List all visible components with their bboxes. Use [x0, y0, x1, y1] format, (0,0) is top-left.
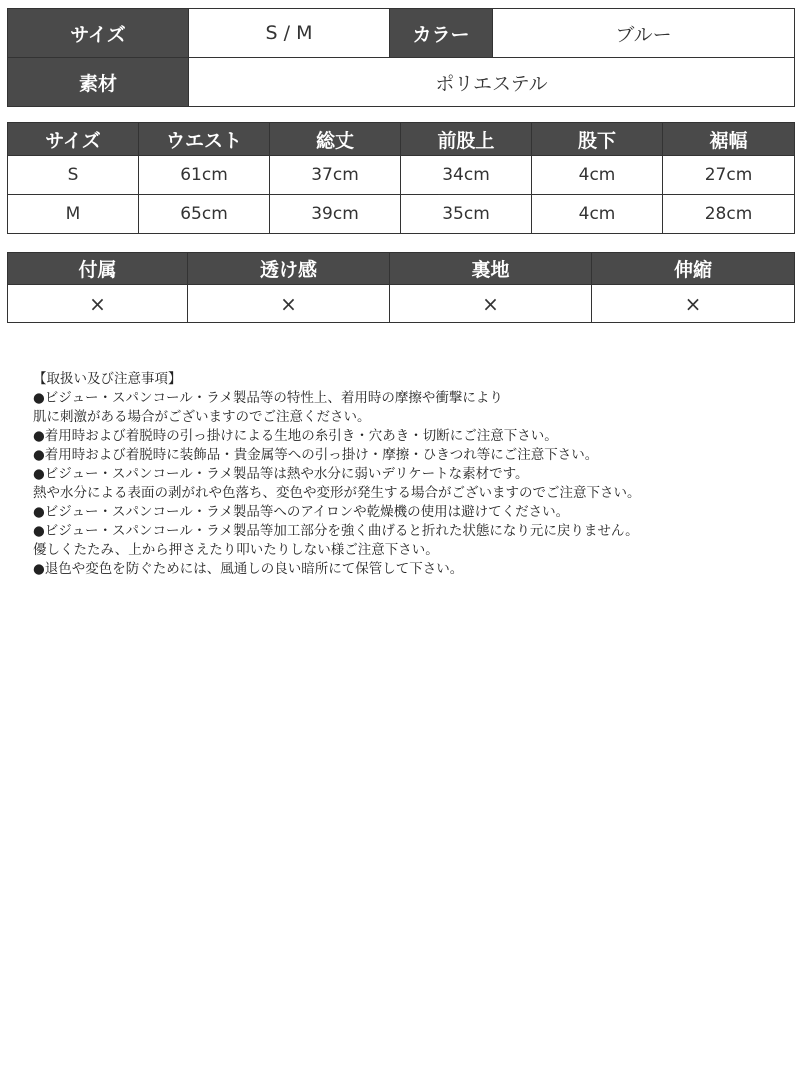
lining-value: × [390, 285, 592, 323]
care-note-line: ●着用時および着脱時に装飾品・貴金属等への引っ掛け・摩擦・ひきつれ等にご注意下さい。 [33, 447, 599, 463]
care-notes [33, 370, 793, 579]
inseam-cell: 4cm [532, 156, 663, 195]
stretch-value: × [592, 285, 795, 323]
waist-cell: 61cm [139, 156, 270, 195]
front-rise-cell: 35cm [401, 195, 532, 234]
total-length-cell: 37cm [270, 156, 401, 195]
size-chart-row-m [8, 195, 795, 234]
size-cell: M [8, 195, 139, 234]
size-chart-header-front-rise: 前股上 [401, 123, 532, 156]
care-note-line: ●着用時および着脱時の引っ掛けによる生地の糸引き・穴あき・切断にご注意下さい。 [33, 428, 558, 444]
care-note-line: ●ビジュー・スパンコール・ラメ製品等は熱や水分に弱いデリケートな素材です。 [33, 466, 529, 482]
features-header-accessories: 付属 [8, 253, 188, 285]
color-value: ブルー [493, 9, 795, 58]
size-chart-header-size: サイズ [8, 123, 139, 156]
features-header-stretch: 伸縮 [592, 253, 795, 285]
size-cell: S [8, 156, 139, 195]
front-rise-cell: 34cm [401, 156, 532, 195]
care-note-line: ●退色や変色を防ぐためには、風通しの良い暗所にて保管して下さい。 [33, 561, 464, 577]
color-label: カラー [390, 9, 493, 58]
waist-cell: 65cm [139, 195, 270, 234]
features-values-row [8, 285, 795, 323]
care-note-line: ●ビジュー・スパンコール・ラメ製品等の特性上、着用時の摩擦や衝撃により [33, 390, 503, 406]
size-chart-header-inseam: 股下 [532, 123, 663, 156]
features-table [7, 252, 795, 323]
care-note-line: 熱や水分による表面の剥がれや色落ち、変色や変形が発生する場合がございますのでご注意下さい。 [33, 485, 641, 501]
size-value: S / M [189, 9, 390, 58]
features-header-lining: 裏地 [390, 253, 592, 285]
care-note-line: ●ビジュー・スパンコール・ラメ製品等へのアイロンや乾燥機の使用は避けてください。 [33, 504, 570, 520]
care-note-line: 優しくたたみ、上から押さえたり叩いたりしない様ご注意下さい。 [33, 542, 439, 558]
attributes-row-size-color [8, 9, 795, 58]
hem-width-cell: 28cm [663, 195, 795, 234]
size-chart-header-hem-width: 裾幅 [663, 123, 795, 156]
hem-width-cell: 27cm [663, 156, 795, 195]
material-value: ポリエステル [189, 58, 795, 107]
inseam-cell: 4cm [532, 195, 663, 234]
care-notes-title: 【取扱い及び注意事項】 [33, 371, 182, 387]
features-header-sheerness: 透け感 [188, 253, 390, 285]
size-label: サイズ [8, 9, 189, 58]
size-chart-header-row [8, 123, 795, 156]
size-chart-header-total-length: 総丈 [270, 123, 401, 156]
size-chart-header-waist: ウエスト [139, 123, 270, 156]
product-attributes-table [7, 8, 795, 107]
accessories-value: × [8, 285, 188, 323]
features-header-row [8, 253, 795, 285]
attributes-row-material [8, 58, 795, 107]
sheerness-value: × [188, 285, 390, 323]
size-chart-row-s [8, 156, 795, 195]
size-chart-table [7, 122, 795, 234]
care-note-line: 肌に刺激がある場合がございますのでご注意ください。 [33, 409, 371, 425]
total-length-cell: 39cm [270, 195, 401, 234]
care-note-line: ●ビジュー・スパンコール・ラメ製品等加工部分を強く曲げると折れた状態になり元に戻りません。 [33, 523, 639, 539]
material-label: 素材 [8, 58, 189, 107]
